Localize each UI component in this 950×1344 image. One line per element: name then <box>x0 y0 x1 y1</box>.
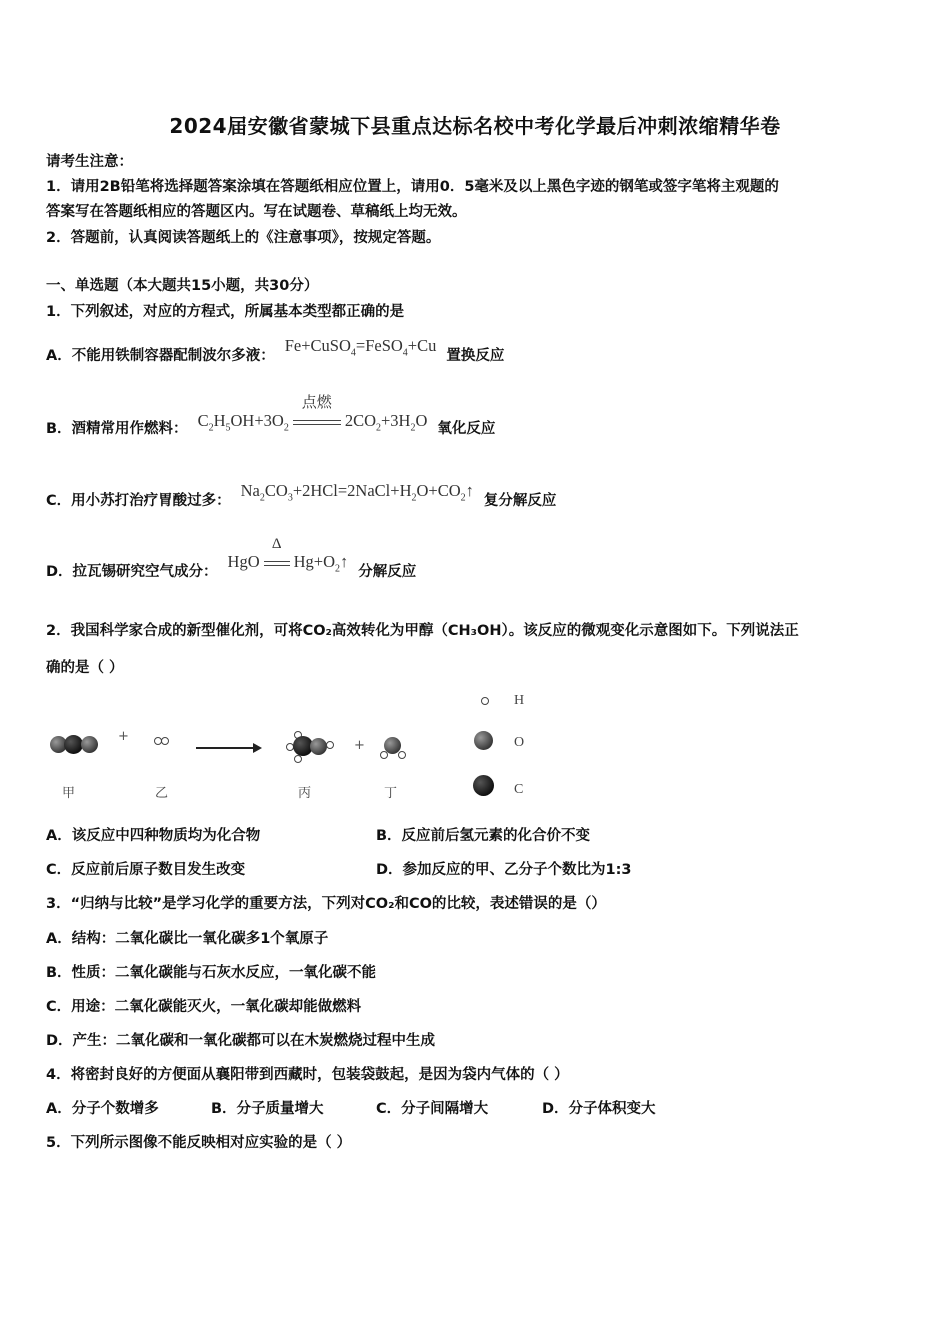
question-4-option-d[interactable]: D．分子体积变大 <box>542 1101 656 1117</box>
question-3-option-a[interactable]: A．结构：二氧化碳比一氧化碳多1个氧原子 <box>46 931 329 947</box>
option-d-label: D．拉瓦锡研究空气成分： <box>46 564 218 580</box>
oxygen-atom-icon <box>474 731 493 750</box>
label-ding: 丁 <box>384 786 398 801</box>
equation-b: $C_2H_5OH+3O_2$ 点燃 $2CO_2+3H_2O$ <box>197 395 428 434</box>
carbon-atom-icon <box>473 775 494 796</box>
question-4-stem: 4．将密封良好的方便面从襄阳带到西藏时，包装袋鼓起，是因为袋内气体的（ ） <box>46 1067 569 1083</box>
question-1-option-c[interactable] <box>46 481 910 517</box>
question-1-option-d[interactable] <box>46 536 910 588</box>
label-bing: 丙 <box>298 786 312 801</box>
question-1-option-b[interactable] <box>46 395 910 445</box>
reaction-type-c: 复分解反应 <box>483 493 557 509</box>
plus-sign-2: + <box>354 738 365 753</box>
reaction-arrow <box>196 747 254 749</box>
notice-item-1-line-2: 答案写在答题纸相应的答题区内。写在试题卷、草稿纸上均无效。 <box>46 204 467 220</box>
question-2-option-c[interactable]: C．反应前后原子数目发生改变 <box>46 862 246 878</box>
hydrogen-atom-icon <box>481 697 489 705</box>
arrow-head <box>253 743 262 753</box>
notice-item-1-line-1: 1．请用2B铅笔将选择题答案涂填在答题纸相应位置上，请用0．5毫米及以上黑色字迹的钢笔或签字笔将主观题的 <box>46 179 779 195</box>
question-4-option-a[interactable]: A．分子个数增多 <box>46 1101 159 1117</box>
condition-ignite: 点燃 <box>291 411 343 431</box>
question-1-option-a[interactable] <box>46 336 910 372</box>
question-3-option-d[interactable]: D．产生：二氧化碳和一氧化碳都可以在木炭燃烧过程中生成 <box>46 1033 436 1049</box>
question-2-option-a[interactable]: A．该反应中四种物质均为化合物 <box>46 828 261 844</box>
option-a-label: A．不能用铁制容器配制波尔多液： <box>46 348 275 364</box>
question-2-option-d[interactable]: D．参加反应的甲、乙分子个数比为1:3 <box>376 862 632 878</box>
question-1-stem: 1．下列叙述，对应的方程式，所属基本类型都正确的是 <box>46 304 405 320</box>
question-3-option-c[interactable]: C．用途：二氧化碳能灭火，一氧化碳却能做燃料 <box>46 999 362 1015</box>
equation-d: HgO Δ $Hg+O_2↑$ <box>227 536 349 575</box>
page-title: 2024届安徽省蒙城下县重点达标名校中考化学最后冲刺浓缩精华卷 <box>169 114 781 138</box>
reaction-type-a: 置换反应 <box>446 348 505 364</box>
molecule-bing <box>286 733 334 763</box>
question-2-stem-line-2: 确的是（ ） <box>46 660 124 676</box>
molecule-jia <box>50 734 98 754</box>
equation-a: Fe+CuSO$_4$=FeSO$_4$+Cu <box>284 336 437 359</box>
label-jia: 甲 <box>62 786 76 801</box>
molecule-yi <box>154 737 170 747</box>
question-2-stem-line-1: 2．我国科学家合成的新型催化剂，可将CO₂高效转化为甲醇（CH₃OH）。该反应的微观变化示意图如下。下列说法正 <box>46 623 799 639</box>
question-4-option-b[interactable]: B．分子质量增大 <box>211 1101 324 1117</box>
question-3-option-b[interactable]: B．性质：二氧化碳能与石灰水反应，一氧化碳不能 <box>46 965 377 981</box>
equation-c: $Na_2CO_3+2HCl=2NaCl+H_2O+CO_2↑$ <box>240 481 474 504</box>
reaction-type-b: 氧化反应 <box>437 421 496 437</box>
plus-sign-1: + <box>118 729 129 744</box>
legend-o: O <box>514 735 525 750</box>
question-4-option-c[interactable]: C．分子间隔增大 <box>376 1101 489 1117</box>
notice-heading: 请考生注意： <box>46 154 133 170</box>
option-b-label: B．酒精常用作燃料： <box>46 421 188 437</box>
reaction-type-d: 分解反应 <box>358 564 417 580</box>
notice-item-2: 2．答题前，认真阅读答题纸上的《注意事项》，按规定答题。 <box>46 230 441 246</box>
molecule-ding <box>380 737 408 761</box>
question-3-stem: 3．“归纳与比较”是学习化学的重要方法，下列对CO₂和CO的比较，表述错误的是（） <box>46 896 606 912</box>
question-5-stem: 5．下列所示图像不能反映相对应实验的是（ ） <box>46 1135 352 1151</box>
legend-c: C <box>514 782 524 797</box>
question-2-option-b[interactable]: B．反应前后氢元素的化合价不变 <box>376 828 591 844</box>
legend-h: H <box>514 693 525 708</box>
section-heading: 一、单选题（本大题共15小题，共30分） <box>46 278 319 294</box>
question-2-options-row-1 <box>46 826 910 846</box>
question-2-options-row-2 <box>46 860 910 880</box>
condition-heat: Δ <box>262 552 292 572</box>
label-yi: 乙 <box>155 786 169 801</box>
option-c-label: C．用小苏打治疗胃酸过多： <box>46 493 231 509</box>
